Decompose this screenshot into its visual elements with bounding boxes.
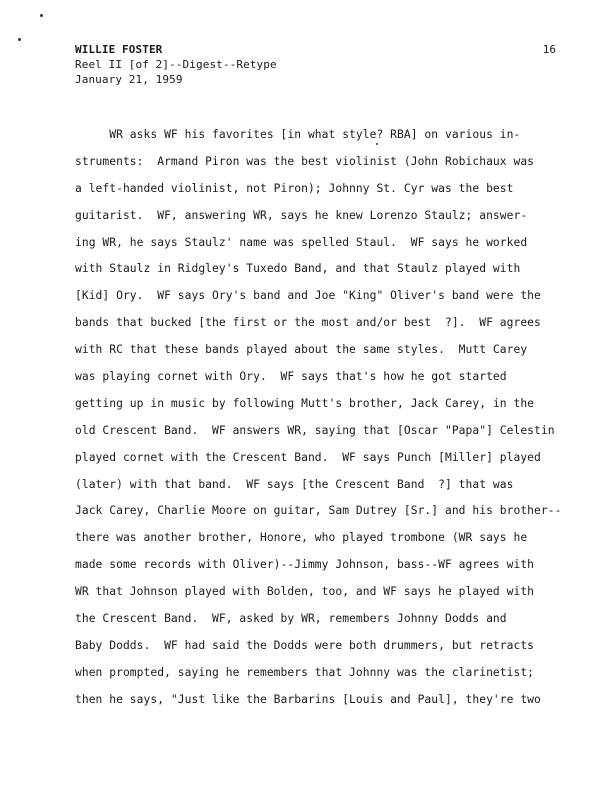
text-line: Baby Dodds. WF had said the Dodds were both drummers, but retracts [75, 638, 535, 652]
text-line: old Crescent Band. WF answers WR, saying that [Oscar "Papa"] Celestin [75, 423, 555, 437]
text-line: (later) with that band. WF says [the Crescent Band ?] that was [75, 477, 514, 491]
text-line: bands that bucked [the first or the most and/or best ?]. WF agrees [75, 316, 541, 330]
text-line: made some records with Oliver)--Jimmy Johnson, bass--WF agrees with [75, 558, 535, 572]
digest-body [75, 122, 575, 714]
text-line: when prompted, saying he remembers that Johnny was the clarinetist; [75, 665, 535, 679]
text-line: was playing cornet with Ory. WF says that's how he got started [75, 370, 507, 384]
text-line: ing WR, he says Staulz' name was spelled Staul. WF says he worked [75, 235, 528, 249]
text-line: the Crescent Band. WF, asked by WR, remembers Johnny Dodds and [75, 612, 507, 626]
text-line: guitarist. WF, answering WR, says he knew Lorenzo Staulz; answer- [75, 208, 528, 222]
scan-speck [40, 14, 43, 17]
interviewee-name: WILLIE FOSTER [75, 43, 163, 56]
text-line: there was another brother, Honore, who played trombone (WR says he [75, 531, 528, 545]
document-header [75, 42, 277, 87]
interview-date: January 21, 1959 [75, 73, 183, 86]
text-line: [Kid] Ory. WF says Ory's band and Joe "King" Oliver's band were the [75, 289, 541, 303]
text-line: WR asks WF his favorites [in what style? RBA] on various in- [75, 128, 521, 141]
reel-info: Reel II [of 2]--Digest--Retype [75, 58, 277, 71]
text-line: getting up in music by following Mutt's brother, Jack Carey, in the [75, 396, 535, 410]
page-number: 16 [542, 43, 556, 56]
text-line: a left-handed violinist, not Piron); Johnny St. Cyr was the best [75, 181, 514, 195]
text-line: played cornet with the Crescent Band. WF says Punch [Miller] played [75, 450, 541, 464]
text-line: struments: Armand Piron was the best violinist (John Robichaux was [75, 154, 535, 168]
text-line: with Staulz in Ridgley's Tuxedo Band, and that Staulz played with [75, 262, 521, 276]
text-line: Jack Carey, Charlie Moore on guitar, Sam Dutrey [Sr.] and his brother-- [75, 504, 562, 518]
scan-speck [18, 38, 21, 41]
text-line: WR that Johnson played with Bolden, too, and WF says he played with [75, 585, 535, 599]
text-line: then he says, "Just like the Barbarins [Louis and Paul], they're two [75, 692, 541, 706]
text-line: with RC that these bands played about the same styles. Mutt Carey [75, 343, 528, 357]
